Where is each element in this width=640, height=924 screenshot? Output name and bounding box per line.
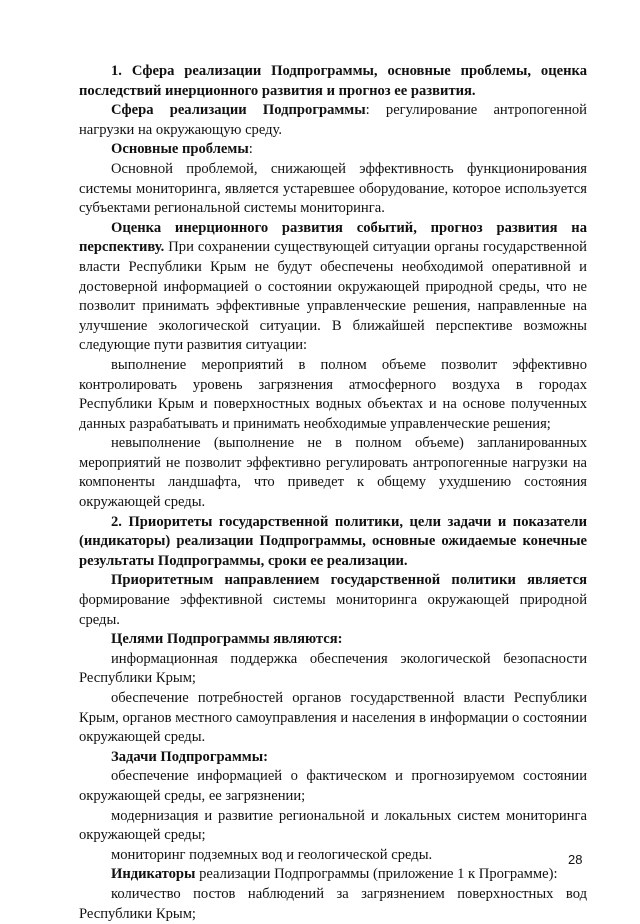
goal-item-1: информационная поддержка обеспечения экологической безопасности Республики Крым;: [79, 650, 587, 687]
task-item-3: мониторинг подземных вод и геологической среды.: [111, 846, 433, 863]
development-path-2: невыполнение (выполнение не в полном объеме) запланированных мероприятий не позволит эффективно регулировать антропогенные нагрузки на компоненты ландшафта, что приведет к общему ухудшению состояния окружающей среды.: [79, 435, 587, 511]
indicators-label: Индикаторы: [111, 866, 196, 883]
sphere-label: Сфера реализации Подпрограммы: [111, 102, 366, 119]
goals-heading: Целями Подпрограммы являются:: [111, 631, 343, 648]
problems-heading-paragraph: [79, 140, 587, 160]
development-path-1: выполнение мероприятий в полном объеме позволит эффективно контролировать уровень загрязнения атмосферного воздуха в городах Республики Крым и поверхностных водных объектах и на основе полученных данных разрабатывать и принимать необходимые управленческие решения;: [79, 356, 587, 432]
assessment-paragraph: [79, 219, 587, 356]
priority-paragraph: [79, 571, 587, 630]
assessment-text: При сохранении существующей ситуации органы государственной власти Республики Крым не будут обеспечены необходимой оперативной и достоверной информацией о состоянии окружающей природной среды, что не позволит принимать эффективные управленческие решения, направленные на улучшение экологической ситуации. В ближайшей перспективе возможны следующие пути развития ситуации:: [79, 239, 587, 354]
indicators-text: реализации Подпрограммы (приложение 1 к Программе):: [195, 866, 558, 883]
problems-label: Основные проблемы: [111, 141, 249, 158]
indicators-paragraph: [79, 865, 587, 885]
sphere-text: : регулирование антропогенной нагрузки на окружающую среду.: [79, 102, 587, 138]
task-item-1: обеспечение информацией о фактическом и прогнозируемом состоянии окружающей среды, ее загрязнении;: [79, 768, 587, 804]
section-2-heading: 2. Приоритеты государственной политики, цели задачи и показатели (индикаторы) реализации Подпрограммы, основные ожидаемые конечные результаты Подпрограммы, сроки ее реализации.: [79, 513, 587, 569]
priority-text: формирование эффективной системы мониторинга окружающей природной среды.: [79, 592, 587, 628]
document-page: [79, 62, 587, 924]
problems-paragraph: Основной проблемой, снижающей эффективность функционирования системы мониторинга, является устаревшее оборудование, которое используется субъектами региональной системы мониторинга.: [79, 160, 587, 217]
indicator-item-1: количество постов наблюдений за загрязнением поверхностных вод Республики Крым;: [79, 885, 587, 922]
section-1-heading: 1. Сфера реализации Подпрограммы, основные проблемы, оценка последствий инерционного развития и прогноз ее развития.: [79, 63, 587, 99]
priority-label: Приоритетным направлением государственной политики является: [111, 572, 587, 589]
page-number: 28: [568, 852, 583, 867]
problems-colon: :: [248, 141, 253, 158]
sphere-paragraph: [79, 101, 587, 140]
assessment-label: Оценка инерционного развития событий, прогноз развития на перспективу.: [79, 219, 587, 256]
task-item-2: модернизация и развитие региональной и локальных систем мониторинга окружающей среды;: [79, 807, 587, 844]
tasks-heading: Задачи Подпрограммы:: [111, 748, 268, 765]
goal-item-2: обеспечение потребностей органов государственной власти Республики Крым, органов местного самоуправления и населения в информации о состоянии окружающей среды.: [79, 690, 587, 746]
